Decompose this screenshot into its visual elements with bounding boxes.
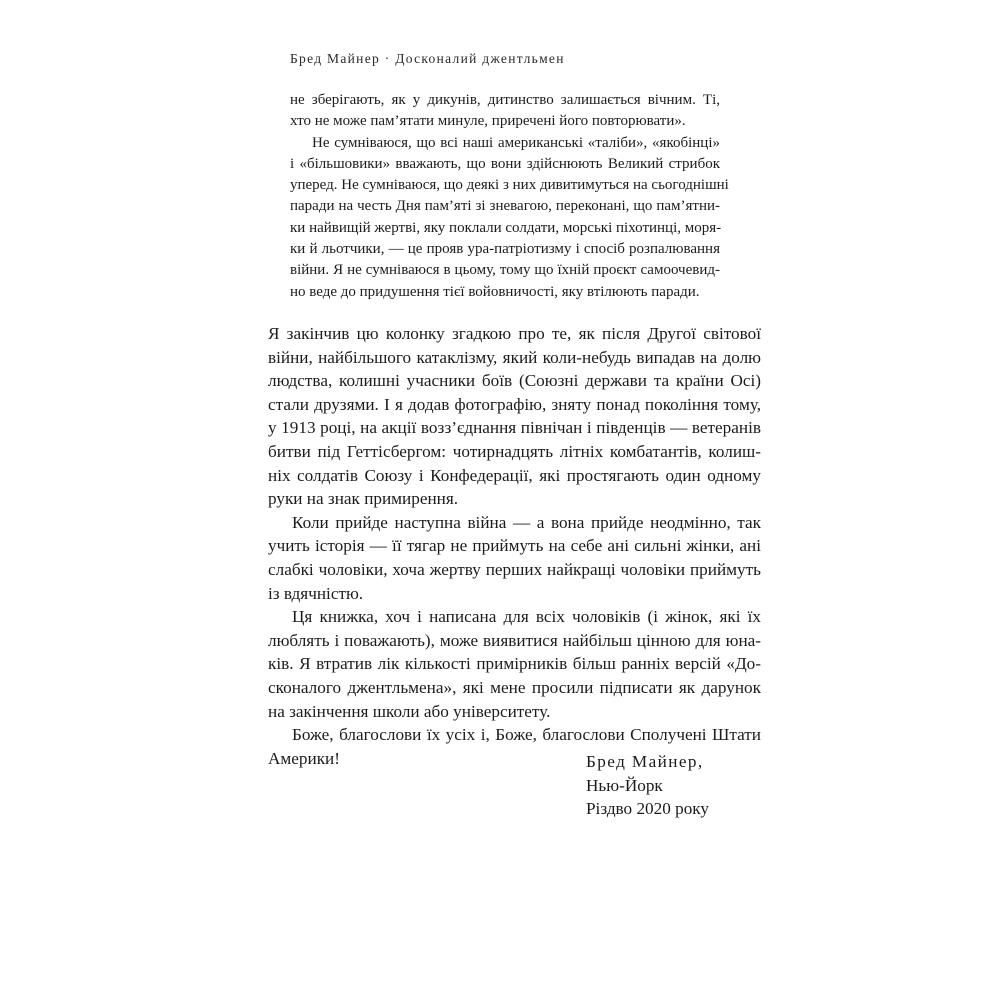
body-line: битви під Геттісбергом: чотирнадцять літніх комбатантів, колиш- [268, 441, 761, 461]
quote-line: паради на честь Дня пам’яті зі зневагою, переконані, що пам’ятни- [290, 198, 720, 215]
quote-line: і «більшовики» вважають, що вони здійснюють Великий стрибок [290, 155, 720, 172]
quote-line: хто не може пам’ятати минуле, приречені його повторювати». [290, 113, 686, 130]
body-line: людства, колишні учасники боїв (Союзні держави та країни Осі) [268, 371, 761, 391]
body-line: Боже, благослови їх усіх і, Боже, благослови Сполучені Штати [292, 725, 761, 745]
quote-line: уперед. Не сумніваюся, що деякі з них дивитимуться на сьогоднішні [290, 177, 729, 194]
author-name: Бред Майнер, [586, 752, 704, 771]
body-line: Америки! [268, 748, 340, 768]
signature-date: Різдво 2020 року [586, 799, 710, 819]
body-line: ніх солдатів Союзу і Конфедерації, які простягають один одному [268, 465, 761, 485]
body-line: із вдячністю. [268, 583, 364, 603]
quote-line: війни. Я не сумніваюся в цьому, тому що їхній проєкт самоочевид- [290, 262, 720, 279]
body-line: ків. Я втратив лік кількості примірників більш ранніх версій «До- [268, 654, 761, 674]
body-line: сконалого джентльмена», які мене просили підписати як дарунок [268, 677, 761, 697]
quote-line: Не сумніваюся, що всі наші американські «таліби», «якобінці» [312, 134, 720, 151]
quote-line: ки найвищій жертві, яку поклали солдати, морські піхотинці, моря- [290, 219, 722, 236]
block-quote [290, 90, 729, 303]
running-head: Бред Майнер · Досконалий джентльмен [290, 51, 565, 66]
quote-line: но веде до придушення тієї войовничості, яку втілюють паради. [290, 283, 700, 300]
body-text [268, 322, 761, 770]
body-line: слабкі чоловіки, хоча жертву перших найкращі чоловіки приймуть [268, 559, 761, 579]
body-line: люблять і поважають), може виявитися найбільш цінною для юна- [268, 630, 761, 650]
quote-line: не зберігають, як у дикунів, дитинство залишається вічним. Ті, [290, 92, 720, 108]
body-line: стали друзями. І я додав фотографію, зняту понад покоління тому, [268, 394, 761, 414]
body-line: на закінчення школи або університету. [268, 701, 551, 721]
signature-city: Нью-Йорк [586, 775, 663, 795]
body-line: Ця книжка, хоч і написана для всіх чоловіків (і жінок, які їх [292, 607, 761, 627]
signature-block [586, 750, 709, 821]
body-line: Коли прийде наступна війна — а вона прийде неодмінно, так [292, 512, 761, 532]
body-line: руки на знак примирення. [268, 489, 459, 509]
body-line: у 1913 році, на акції возз’єднання північан і південців — ветеранів [268, 418, 761, 438]
body-line: учить історія — її тягар не приймуть на себе ані сильні жінки, ані [268, 536, 761, 556]
quote-line: ки й льотчики, — це прояв ура-патріотизму і спосіб розпалювання [290, 241, 720, 258]
body-line: Я закінчив цю колонку згадкою про те, як після Другої світової [268, 324, 761, 343]
body-line: війни, найбільшого катаклізму, який коли-небудь випадав на долю [268, 347, 761, 367]
